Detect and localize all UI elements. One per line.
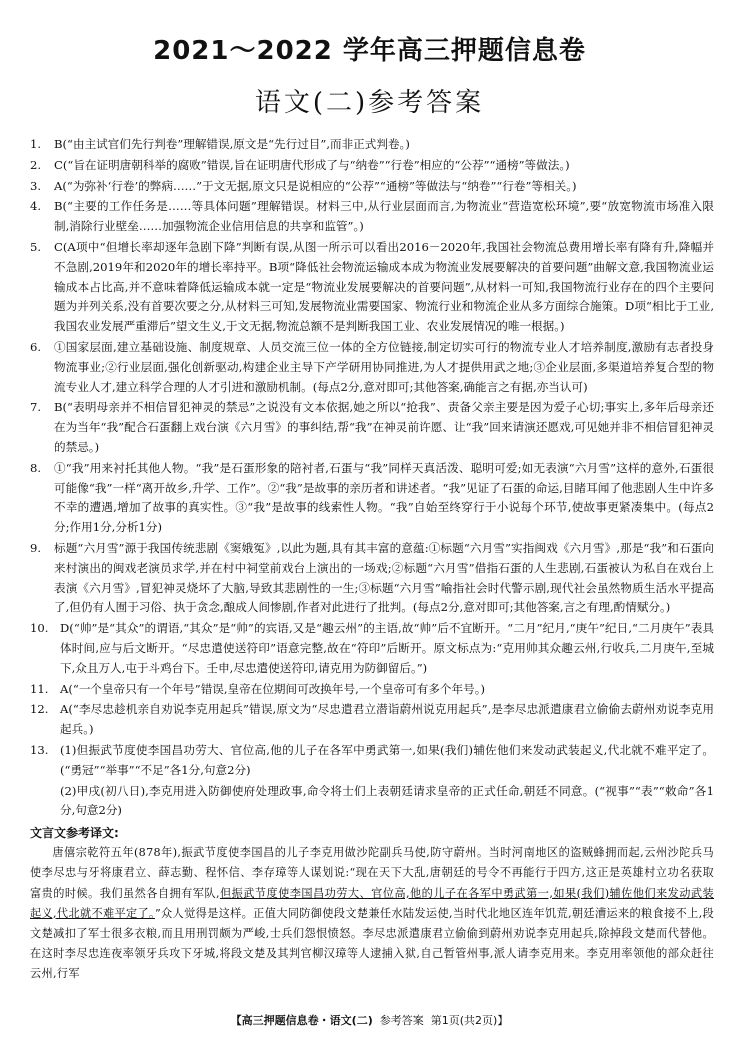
answer-number: 9. bbox=[30, 540, 42, 555]
translation-text bbox=[30, 843, 714, 984]
answer-item bbox=[30, 197, 714, 237]
answer-text: (1)但振武节度使李国昌功劳大、官位高,他的儿子在各军中勇武第一,如果(我们)辅佐他们来发动武装起义,代北就不难平定了。(“勇冠”“举事”“不足”各1分,句意2分) bbox=[60, 742, 714, 777]
page-footer bbox=[0, 1012, 739, 1028]
translation-heading: 文言文参考译文: bbox=[30, 826, 119, 841]
answer-subitem: (2)甲戌(初八日),李克用进入防御使府处理政事,命令将士们上表朝廷请求皇帝的正式任命,朝廷不同意。(“视事”“表”“敕命”各1分,句意2分) bbox=[60, 783, 714, 818]
answer-text: C(“旨在证明唐朝科举的腐败”错误,旨在证明唐代形成了与“纳卷”“行卷”相应的“公荐”“通榜”等做法。) bbox=[54, 157, 570, 172]
answer-text: B(“由主试官们先行判卷”理解错误,原文是“先行过目”,而非正式判卷。) bbox=[54, 137, 410, 151]
answer-number: 1. bbox=[30, 137, 42, 151]
answer-item bbox=[30, 238, 714, 337]
answer-number: 2. bbox=[30, 157, 42, 172]
page-title: 2021～2022 学年高三押题信息卷 bbox=[153, 36, 586, 66]
answer-number: 13. bbox=[30, 742, 49, 757]
page-subtitle: 语文(二)参考答案 bbox=[254, 88, 485, 118]
answer-number: 6. bbox=[30, 339, 42, 354]
answer-text: B(“表明母亲并不相信冒犯神灵的禁忌”之说没有文本依据,她之所以“抢我”、责备父亲主要是因为爱子心切;事实上,多年后母亲还在为当年“我”配合石蛋翻上戏台演《六月雪》的事纠结,帮“我”在神灵前许愿、让“我”回来请演还愿戏,可见她并非不相信冒犯神灵的禁忌。) bbox=[54, 400, 714, 454]
answer-item bbox=[30, 459, 714, 538]
translation-underlined: 但振武节度使李国昌功劳大、官位高,他的儿子在各军中勇武第一,如果(我们)辅佐他们来发动武装起义,代北就不难平定了。 bbox=[30, 886, 714, 920]
answer-text: D(“帅”是“其众”的谓语,“其众”是“帅”的宾语,又是“趣云州”的主语,故“帅”后不宜断开。“二月”纪月,“庚午”纪日,“二月庚午”表具体时间,应与后文断开。“尽忠遣使送符印”语意完整,故在“符印”后断开。原文标点为:“克用帅其众趣云州,行收兵,二月庚午,至城下,众且万人,屯于斗鸡台下。壬申,尽忠遣使送符印,请克用为防御留后。”) bbox=[60, 621, 714, 675]
footer-page: 第1页(共2页)】 bbox=[430, 1014, 509, 1027]
answer-item bbox=[30, 680, 714, 700]
answer-text: ①“我”用来衬托其他人物。“我”是石蛋形象的陪衬者,石蛋与“我”同样天真活泼、聪明可爱;如无表演“六月雪”这样的意外,石蛋很可能像“我”一样“离开故乡,升学、工作”。②“我”是故事的亲历者和讲述者。“我”见证了石蛋的命运,目睹耳闻了他悲剧人生中许多不幸的遭遇,增加了故事的真实性。③“我”是故事的线索性人物。“我”自始至终穿行于小说每个环节,使故事更紧凑集中。(每点2分;作用1分,分析1分) bbox=[54, 460, 714, 535]
answer-number: 8. bbox=[30, 460, 42, 475]
footer-book: 【高三押题信息卷・语文(二) bbox=[230, 1014, 373, 1027]
answer-item bbox=[30, 177, 714, 197]
answer-number: 3. bbox=[30, 178, 42, 193]
answer-text: A(“一个皇帝只有一个年号”错误,皇帝在位期间可改换年号,一个皇帝可有多个年号。) bbox=[60, 681, 486, 696]
translation-part: 唐僖宗乾符五年(878年),振武节度使李国昌的儿子李克用做沙陀副兵马使,防守蔚州。当时河南地区的盗贼蜂拥而起,云州沙陀兵马使李尽忠与牙将康君立、薛志勤、程怀信、李存璋等人谋划说:“现在天下大乱,唐朝廷的号令不再能行于四方,这正是英雄村立功名获取富贵的时候。我们虽然各自拥有军队, bbox=[30, 846, 714, 900]
answer-number: 4. bbox=[30, 199, 42, 214]
answer-text: A(“李尽忠趁机亲自劝说李克用起兵”错误,原文为“尽忠遣君立潜诣蔚州说克用起兵”,是李尽忠派遣康君立偷偷去蔚州劝说李克用起兵。) bbox=[60, 702, 714, 737]
answer-item bbox=[30, 741, 714, 781]
answer-text: B(“主要的工作任务是……等具体问题”理解错误。材料三中,从行业层面而言,为物流业“营造宽松环境”,要“放宽物流市场准入限制,消除行业壁垒……加强物流企业信用信息的共享和监管”。) bbox=[54, 199, 714, 234]
answer-item bbox=[30, 338, 714, 397]
answer-item bbox=[30, 700, 714, 740]
answer-number: 7. bbox=[30, 400, 42, 415]
answer-number: 12. bbox=[30, 702, 49, 717]
answer-item bbox=[30, 539, 714, 618]
answer-text: ①国家层面,建立基础设施、制度规章、人员交流三位一体的全方位链接,制定切实可行的物流专业人才培养制度,激励有志者投身物流事业;②行业层面,强化创新驱动,构建企业主导下产学研用协同推进,为人才提供用武之地;③企业层面,多渠道培养复合型的物流专业人才,建立科学合理的人才引进和激励机制。(每点2分,意对即可;其他答案,确能言之有据,亦当认可) bbox=[54, 339, 714, 394]
answer-text: C(A项中“但增长率却逐年急剧下降”判断有误,从图一所示可以看出2016－2020年,我国社会物流总费用增长率有降有升,降幅并不急剧,2019年和2020年的增长率持平。B项“降低社会物流运输成本成为物流业发展要解决的首要问题”曲解文意,我国物流业运输成本占比高,并不意味着降低运输成本就一定是“物流业发展要解决的首要问题”,从材料一可知,我国物流行业存在的四个主要问题为并列关系,没有首要次要之分,从材料三可知,发展物流业需要国家、物流行业和物流企业从多方面综合施策。D项“相比于工业,我国农业发展严重滞后”望文生义,于文无据,物流总额不是判断我国工业、农业发展情况的唯一根据。) bbox=[54, 239, 714, 334]
answer-number: 11. bbox=[30, 681, 49, 696]
answer-number: 10. bbox=[30, 621, 49, 636]
answer-item bbox=[30, 135, 714, 155]
answer-item bbox=[30, 156, 714, 176]
footer-label: 参考答案 bbox=[379, 1014, 424, 1027]
answer-item bbox=[30, 619, 714, 678]
translation-part: ”众人觉得是这样。正值大同防御使段文楚兼任水陆发运使,当时代北地区连年饥荒,朝廷漕运来的粮食接不上,段文楚减扣了军士很多衣粮,而且用刑罚颇为严峻,士兵们怨恨愤怒。李尽忠派遣康君立偷偷到蔚州劝说李克用起兵,除掉段文楚而代替他。在这时李尽忠连夜率领牙兵攻下牙城,将段文楚及其判官柳汉璋等人逮捕入狱,自己暂管州事,派人请李克用来。李克用率领他的部众赶往云州,行军 bbox=[30, 906, 714, 981]
answer-item bbox=[30, 398, 714, 457]
answer-text: A(“为弥补‘行卷’的弊病……”于文无据,原文只是说相应的“公荐”“通榜”等做法与“纳卷”“行卷”等相关。) bbox=[54, 178, 577, 193]
answers-section bbox=[30, 135, 714, 985]
answer-text: 标题“六月雪”源于我国传统悲剧《窦娥冤》,以此为题,具有其丰富的意蕴:①标题“六月雪”实指闽戏《六月雪》,那是“我”和石蛋向来村演出的闽戏老演员求学,并在村中祠堂前戏台上演出的一场戏;②标题“六月雪”借指石蛋的人生悲剧,石蛋被认为私自在戏台上表演《六月雪》,冒犯神灵烧坏了大脑,导致其悲剧性的一生;③标题“六月雪”喻指社会时代警示剧,现代社会虽然物质生活水平提高了,但仍有人囿于习俗、执于贪念,酿成人间惨剧,作者对此进行了批判。(每点2分,意对即可;其他答案,言之有理,酌情赋分。) bbox=[54, 540, 714, 615]
answer-number: 5. bbox=[30, 239, 42, 254]
